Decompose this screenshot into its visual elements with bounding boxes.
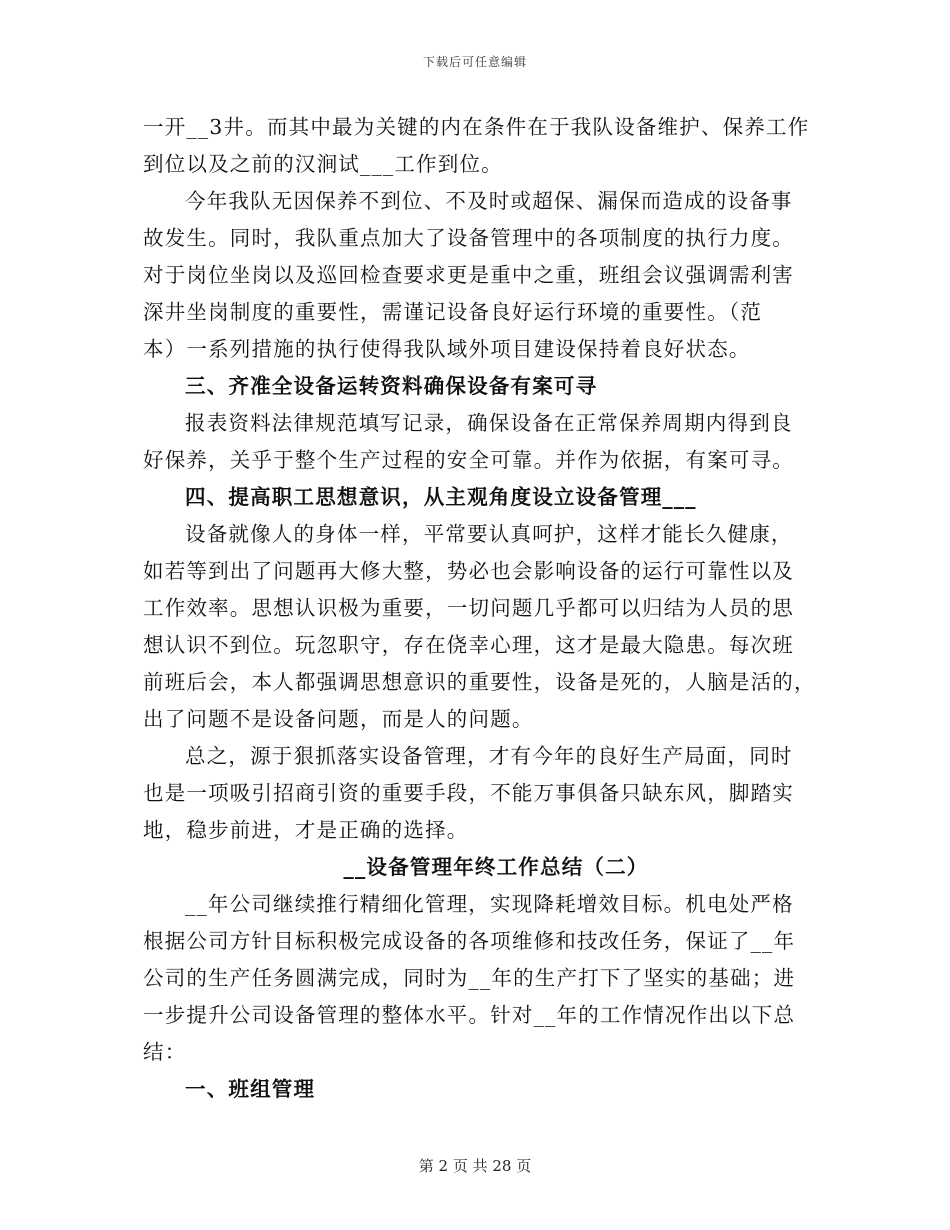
text-line: 一步提升公司设备管理的整体水平。针对__年的工作情况作出以下总 [143,1003,796,1027]
page-number-footer: 第 2 页 共 28 页 [418,1157,532,1175]
section-heading: 四、提高职工思想意识，从主观角度设立设备管理___ [185,485,697,509]
text-line: 地，稳步前进，才是正确的选择。 [143,818,469,842]
text-line: 工作效率。思想认识极为重要，一切问题几乎都可以归结为人员的思 [143,596,794,620]
text-line: 本）一系列措施的执行使得我队域外项目建设保持着良好状态。 [143,337,751,361]
text-line: 出了问题不是设备问题，而是人的问题。 [143,707,534,731]
text-line: 公司的生产任务圆满完成，同时为__年的生产打下了坚实的基础；进 [143,966,796,990]
text-line: 好保养，关乎于整个生产过程的安全可靠。并作为依据，有案可寻。 [143,448,794,472]
paragraph-first-line: __年公司继续推行精细化管理，实现降耗增效目标。机电处严格 [185,892,794,916]
paragraph-first-line: 总之，源于狠抓落实设备管理，才有今年的良好生产局面，同时 [185,744,793,768]
paragraph-first-line: 报表资料法律规范填写记录，确保设备在正常保养周期内得到良 [185,411,793,435]
text-line: 对于岗位坐岗以及巡回检查要求更是重中之重，班组会议强调需利害 [143,263,794,287]
text-line: 深井坐岗制度的重要性，需谨记设备良好运行环境的重要性。（范 [143,300,763,324]
page-header-note: 下载后可任意编辑 [422,55,527,69]
document-title: __设备管理年终工作总结（二） [343,855,649,879]
document-body [143,109,816,1108]
paragraph-first-line: 设备就像人的身体一样，平常要认真呵护，这样才能长久健康， [185,522,793,546]
section-heading: 一、班组管理 [185,1077,316,1101]
text-line: 也是一项吸引招商引资的重要手段，不能万事俱备只缺东风，脚踏实 [143,781,794,805]
paragraph-first-line: 今年我队无因保养不到位、不及时或超保、漏保而造成的设备事 [185,189,793,213]
text-line: 一开__3井。而其中最为关键的内在条件在于我队设备维护、保养工作 [143,115,810,139]
text-line: 结： [143,1040,187,1064]
text-line: 想认识不到位。玩忽职守，存在侥幸心理，这才是最大隐患。每次班 [143,633,794,657]
text-line: 如若等到出了问题再大修大整，势必也会影响设备的运行可靠性以及 [143,559,794,583]
text-line: 到位以及之前的汉涧试___工作到位。 [143,152,503,176]
text-line: 故发生。同时，我队重点加大了设备管理中的各项制度的执行力度。 [143,226,794,250]
section-heading: 三、齐准全设备运转资料确保设备有案可寻 [185,374,598,398]
text-line: 根据公司方针目标积极完成设备的各项维修和技改任务，保证了__年 [143,929,796,953]
text-line: 前班后会，本人都强调思想意识的重要性，设备是死的，人脑是活的， [143,670,816,694]
